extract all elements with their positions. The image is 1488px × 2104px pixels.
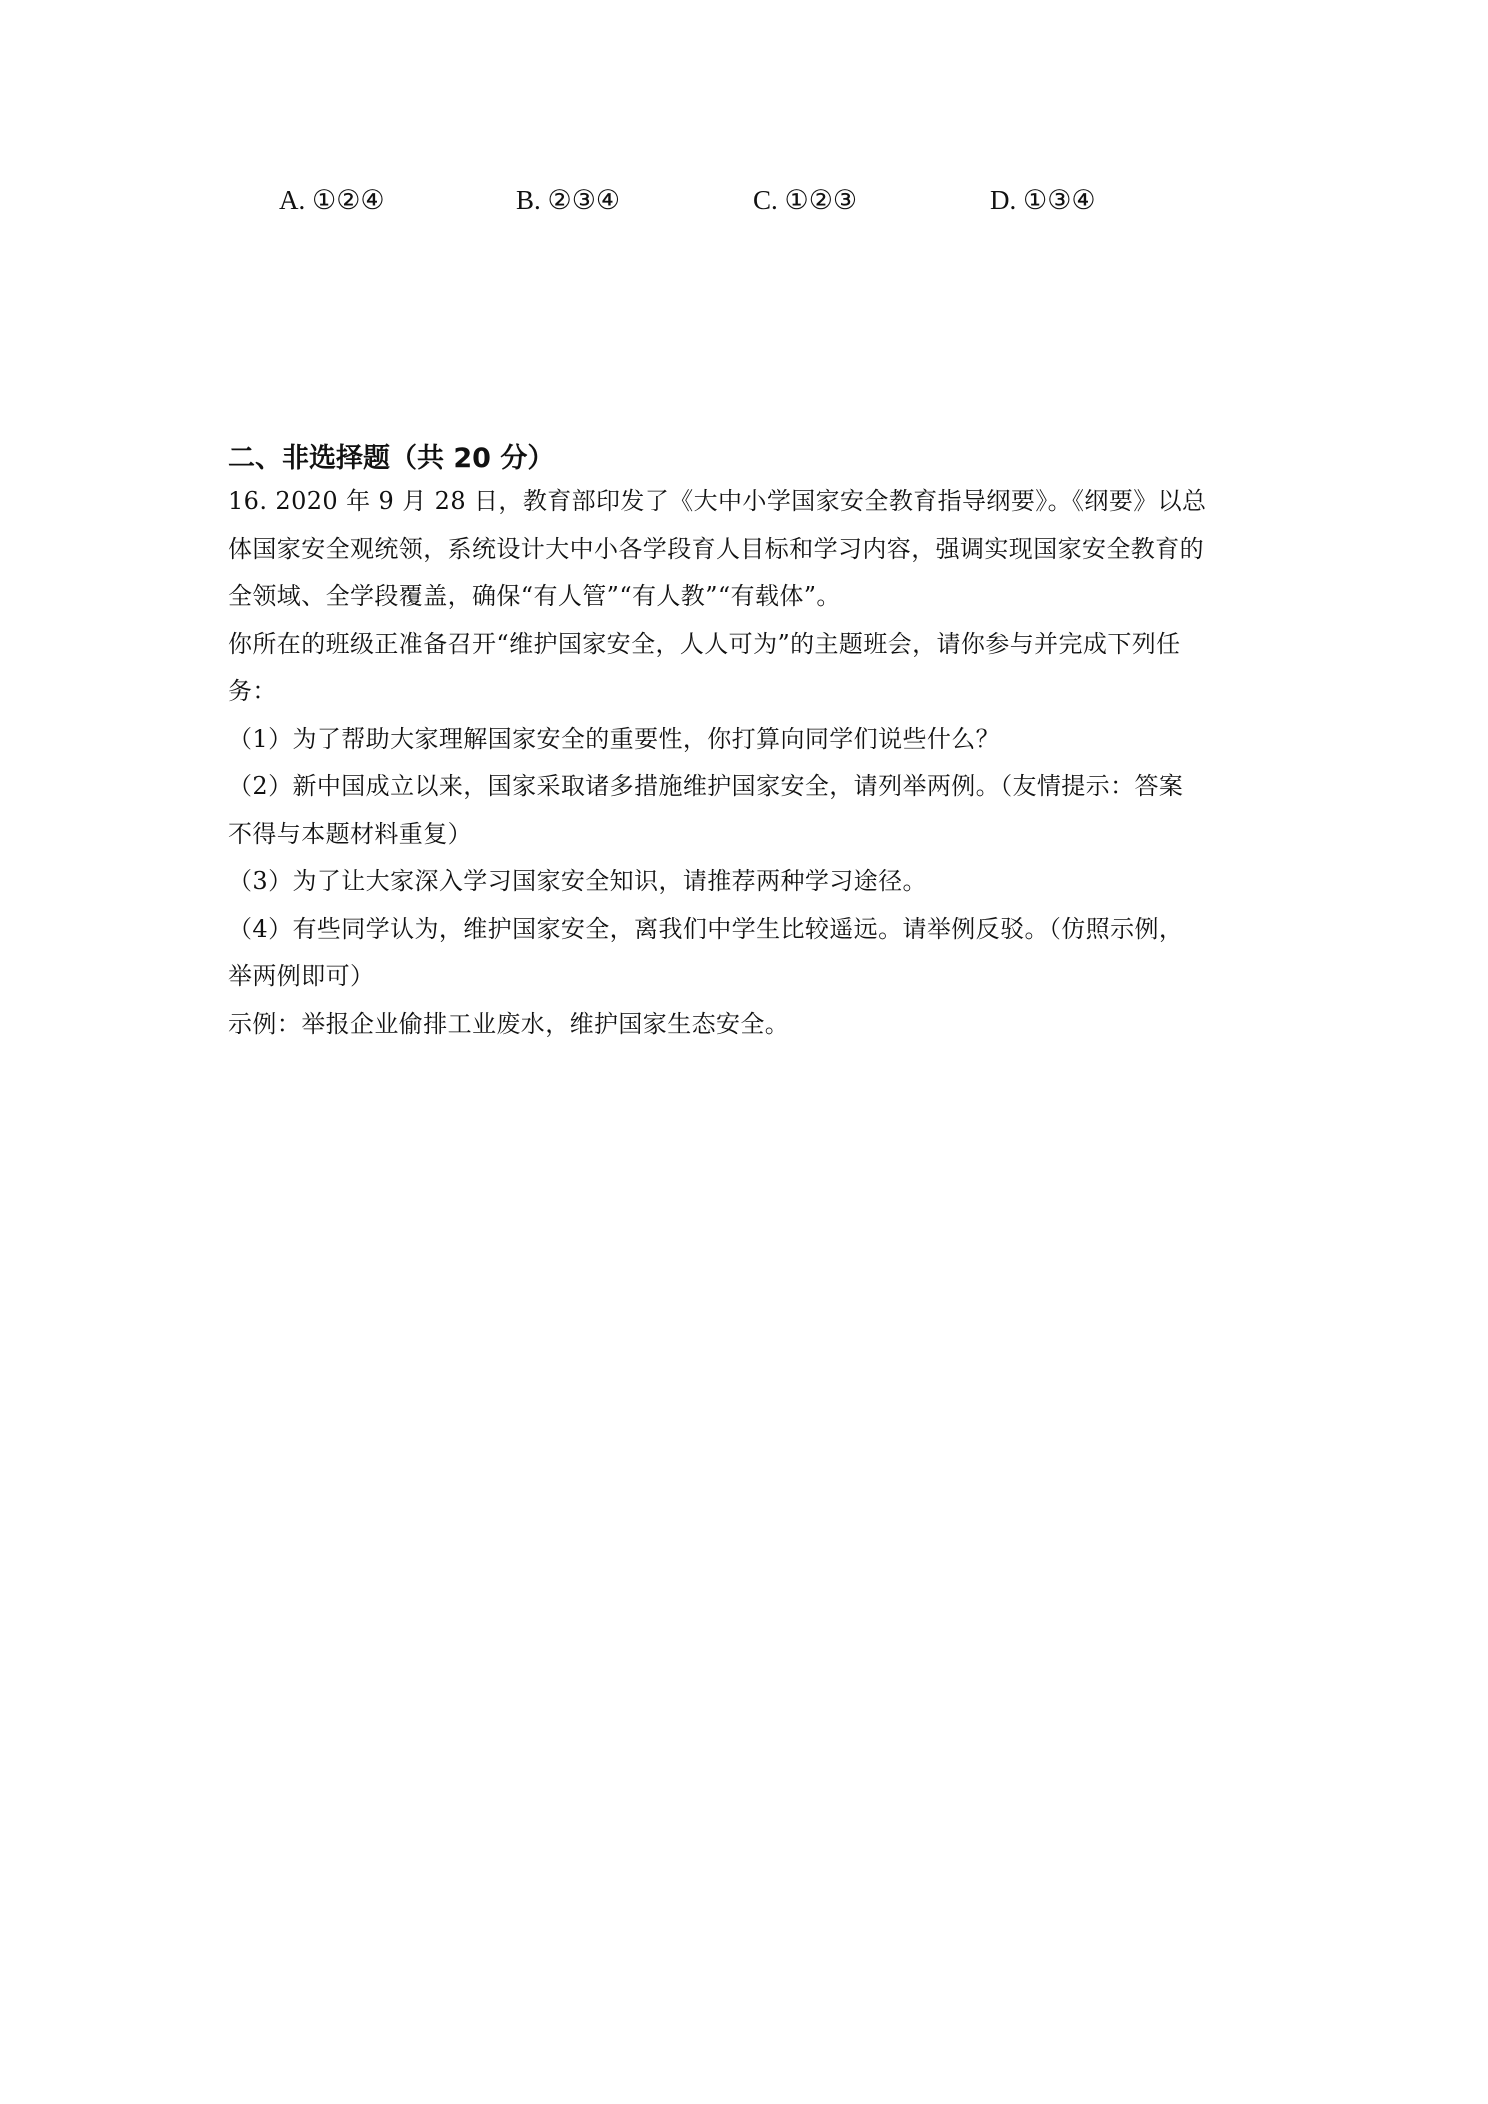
sub-question-2-cont: 不得与本题材料重复） (228, 819, 472, 848)
task-intro-line: 你所在的班级正准备召开“维护国家安全，人人可为”的主题班会，请你参与并完成下列任 (228, 629, 1181, 658)
choice-b[interactable]: B. ②③④ (516, 185, 621, 215)
answer-choices (0, 180, 1488, 220)
sub-question-4-cont: 举两例即可） (228, 962, 375, 990)
question-stem-line: 16. 2020 年 9 月 28 日，教育部印发了《大中小学国家安全教育指导纲要》。《纲要》以总 (228, 487, 1207, 515)
question-stem-line: 体国家安全观统领，系统设计大中小各学段育人目标和学习内容，强调实现国家安全教育的 (228, 534, 1204, 563)
choice-d[interactable]: D. ①③④ (990, 185, 1096, 215)
section-heading: 二、非选择题（共 20 分） (228, 443, 555, 474)
sub-question-2: （2）新中国成立以来，国家采取诸多措施维护国家安全，请列举两例。（友情提示：答案 (228, 772, 1184, 800)
question-stem-line: 全领域、全学段覆盖，确保“有人管”“有人教”“有载体”。 (228, 582, 841, 610)
example-line: 示例：举报企业偷排工业废水，维护国家生态安全。 (228, 1009, 790, 1038)
question-16 (228, 478, 1270, 1048)
choice-c[interactable]: C. ①②③ (753, 185, 858, 215)
sub-question-1: （1）为了帮助大家理解国家安全的重要性，你打算向同学们说些什么？ (228, 724, 1001, 753)
choice-a[interactable]: A. ①②④ (279, 185, 385, 215)
task-intro-line: 务： (228, 677, 277, 705)
sub-question-4: （4）有些同学认为，维护国家安全，离我们中学生比较遥远。请举例反驳。（仿照示例， (228, 914, 1184, 943)
sub-question-3: （3）为了让大家深入学习国家安全知识，请推荐两种学习途径。 (228, 867, 927, 895)
